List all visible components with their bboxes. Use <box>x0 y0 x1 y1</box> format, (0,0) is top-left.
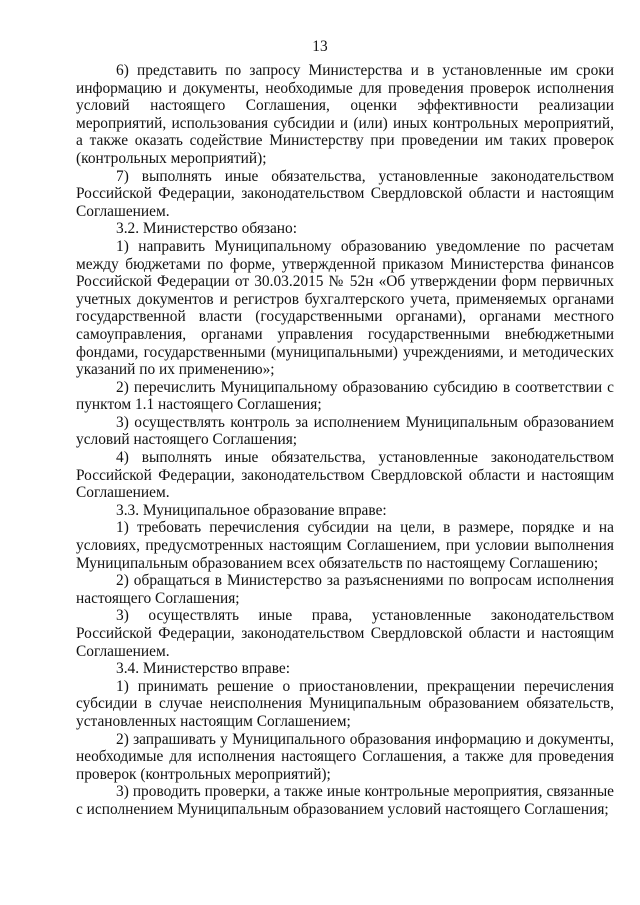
document-body <box>76 62 614 819</box>
paragraph-3-4-item-3-conduct-inspections: 3) проводить проверки, а также иные контрольные мероприятия, связанные с исполнением Муниципальным образованием условий настоящего Соглашения; <box>76 783 614 818</box>
paragraph-3-2-item-2-transfer-subsidy: 2) перечислить Муниципальному образованию субсидию в соответствии с пунктом 1.1 настоящего Соглашения; <box>76 378 614 414</box>
section-3-3-heading: 3.3. Муниципальное образование вправе: <box>116 501 387 519</box>
paragraph-3-2-item-3-control: 3) осуществлять контроль за исполнением Муниципальным образованием условий настоящего Соглашения; <box>76 413 614 449</box>
paragraph-item-6-submit-information: 6) представить по запросу Министерства и в установленные им сроки информацию и документы, необходимые для проведения проверок исполнения условий настоящего Соглашения, оценки эффективности реализации мероприятий, использования субсидии и (или) иных контрольных мероприятий, а также оказать содействие Министерству при проведении им таких проверок (контрольных мероприятий); <box>76 62 614 167</box>
paragraph-3-3-item-1-demand-transfer: 1) требовать перечисления субсидии на цели, в размере, порядке и на условиях, предусмотренных настоящим Соглашением, при условии выполнения Муниципальным образованием всех обязательств по настоящему Соглашению; <box>76 519 614 572</box>
paragraph-3-4-item-1-suspend-transfer: 1) принимать решение о приостановлении, прекращении перечисления субсидии в случае неисполнения Муниципальным образованием обязательств, установленных настоящим Соглашением; <box>76 677 614 730</box>
paragraph-3-2-item-1-send-notification: 1) направить Муниципальному образованию уведомление по расчетам между бюджетами по форме, утвержденной приказом Министерства финансов Российской Федерации от 30.03.2015 № 52н «Об утверждении форм первичных учетных документов и регистров бухгалтерского учета, применяемых органами государственной власти (государственными органами), органами местного самоуправления, органами управления государственными внебюджетными фондами, государственными (муниципальными) учреждениями, и методических указаний по их применению»; <box>76 237 614 379</box>
paragraph-3-3-item-2-request-clarification: 2) обращаться в Министерство за разъяснениями по вопросам исполнения настоящего Соглашения; <box>76 572 614 607</box>
paragraph-3-3-item-3-other-rights: 3) осуществлять иные права, установленные законодательством Российской Федерации, законодательством Свердловской области и настоящим Соглашением. <box>76 607 614 660</box>
page-number: 13 <box>312 38 328 55</box>
section-3-4-heading: 3.4. Министерство вправе: <box>116 660 290 678</box>
paragraph-3-4-item-2-request-documents: 2) запрашивать у Муниципального образования информацию и документы, необходимые для исполнения настоящего Соглашения, а также для проведения проверок (контрольных мероприятий); <box>76 730 614 783</box>
section-3-2-heading: 3.2. Министерство обязано: <box>116 220 298 238</box>
paragraph-item-7-other-obligations: 7) выполнять иные обязательства, установленные законодательством Российской Федерации, законодательством Свердловской области и настоящим Соглашением. <box>76 167 614 220</box>
paragraph-3-2-item-4-other-obligations: 4) выполнять иные обязательства, установленные законодательством Российской Федерации, законодательством Свердловской области и настоящим Соглашением. <box>76 449 614 502</box>
